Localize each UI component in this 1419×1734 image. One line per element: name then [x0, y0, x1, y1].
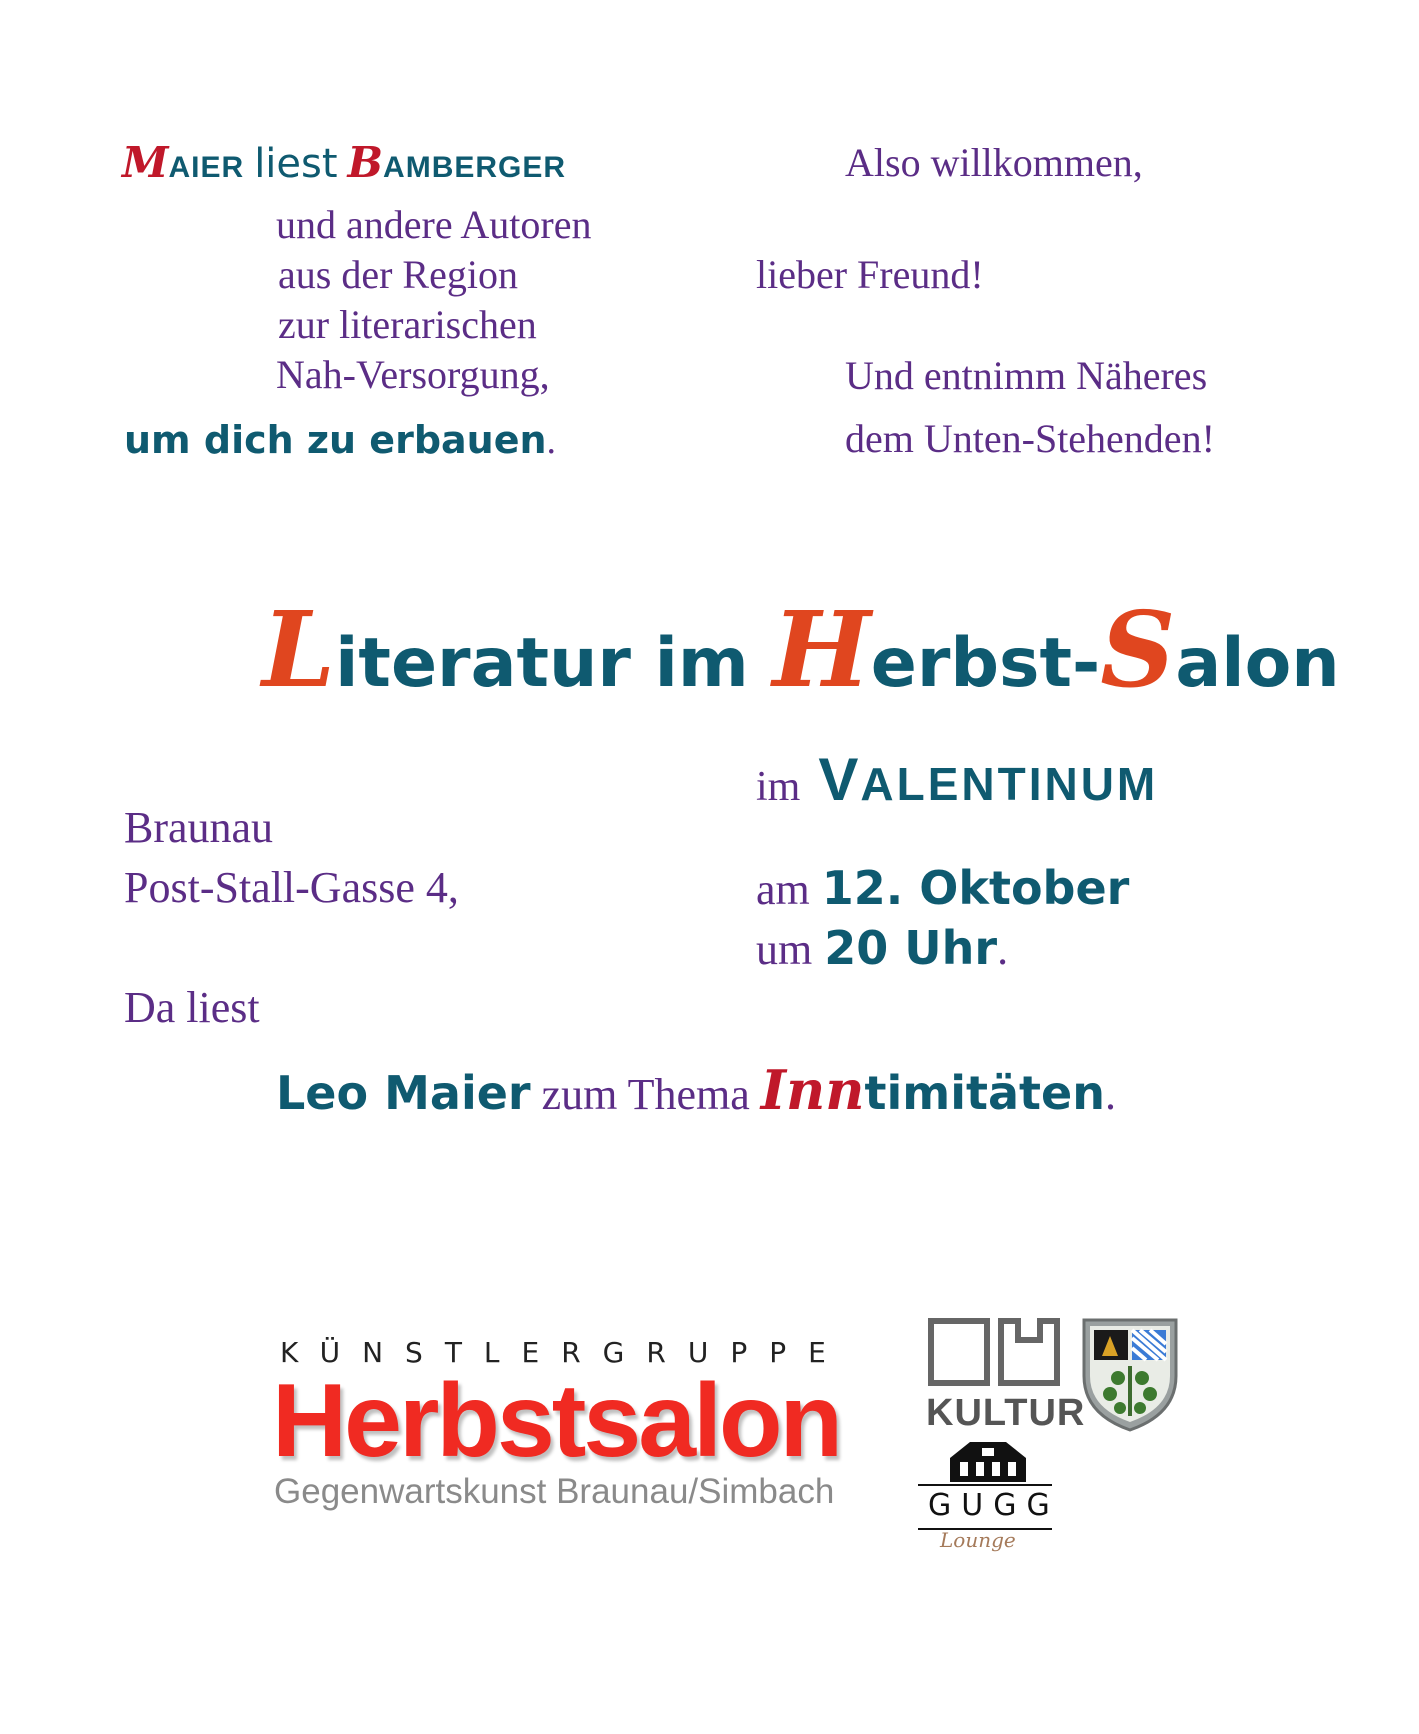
time-line: [756, 921, 1008, 975]
liest-word: liest: [254, 141, 338, 187]
right-line-3: Und entnimm Näheres: [845, 353, 1208, 398]
venue-line: [756, 745, 1158, 814]
logo-herbstsalon: Herbstsalon: [272, 1363, 841, 1479]
kultur-label: KULTUR: [926, 1392, 1086, 1434]
erbauen-text: um dich zu erbauen: [124, 418, 547, 462]
venue-initial: V: [818, 746, 861, 813]
date-line: [756, 861, 1129, 915]
left-bold-line: [124, 418, 556, 463]
title-initial-l: L: [262, 588, 336, 711]
topic-prefix: zum Thema: [530, 1070, 761, 1119]
topic-initial: Inn: [760, 1058, 865, 1122]
logo-subtitle: Gegenwartskunst Braunau/Simbach: [274, 1472, 835, 1511]
event-time: 20 Uhr: [824, 921, 998, 975]
kultur-logo-icon: [928, 1318, 1060, 1386]
title-part-1: iteratur im: [335, 624, 773, 703]
title-initial-h: H: [772, 588, 871, 711]
topic-rest: timitäten: [864, 1066, 1105, 1120]
bamberger-rest: AMBERGER: [383, 151, 567, 184]
event-date: 12. Oktober: [821, 861, 1130, 915]
event-title: [262, 588, 1340, 711]
bamberger-initial: B: [347, 138, 384, 187]
title-part-2: erbst-: [870, 624, 1101, 703]
gugg-building-icon: [946, 1436, 1030, 1484]
coat-of-arms-icon: [1080, 1316, 1180, 1434]
venue-prefix: im: [756, 764, 801, 810]
address-city: Braunau: [124, 803, 274, 852]
left-line-1: und andere Autoren: [276, 202, 592, 247]
reader-name: Leo Maier: [276, 1066, 531, 1120]
left-line-3: zur literarischen: [278, 302, 537, 347]
right-line-2: lieber Freund!: [756, 252, 984, 297]
erbauen-punct: .: [546, 420, 557, 462]
left-line-4: Nah-Versorgung,: [276, 352, 550, 397]
lounge-label: Lounge: [940, 1528, 1016, 1552]
left-line-2: aus der Region: [278, 252, 518, 297]
gugg-label: GUGG: [928, 1488, 1060, 1523]
reading-intro: Da liest: [124, 983, 260, 1032]
time-prefix: um: [756, 925, 813, 974]
time-punct: .: [997, 925, 1009, 974]
right-line-4: dem Unten-Stehenden!: [845, 416, 1215, 461]
right-line-1: Also willkommen,: [845, 140, 1143, 185]
logo-kuenstlergruppe: KÜNSTLERGRUPPE: [280, 1336, 848, 1369]
venue-rest: ALENTINUM: [860, 758, 1159, 810]
title-initial-s: S: [1100, 588, 1176, 711]
date-prefix: am: [756, 865, 810, 914]
maier-rest: AIER: [168, 151, 245, 184]
gugg-top-rule: [918, 1484, 1052, 1486]
header-line: [122, 138, 566, 187]
topic-punct: .: [1104, 1070, 1116, 1119]
reading-line: [276, 1058, 1116, 1122]
address-street: Post-Stall-Gasse 4,: [124, 863, 459, 912]
maier-initial: M: [122, 138, 169, 187]
title-part-3: alon: [1175, 624, 1340, 703]
